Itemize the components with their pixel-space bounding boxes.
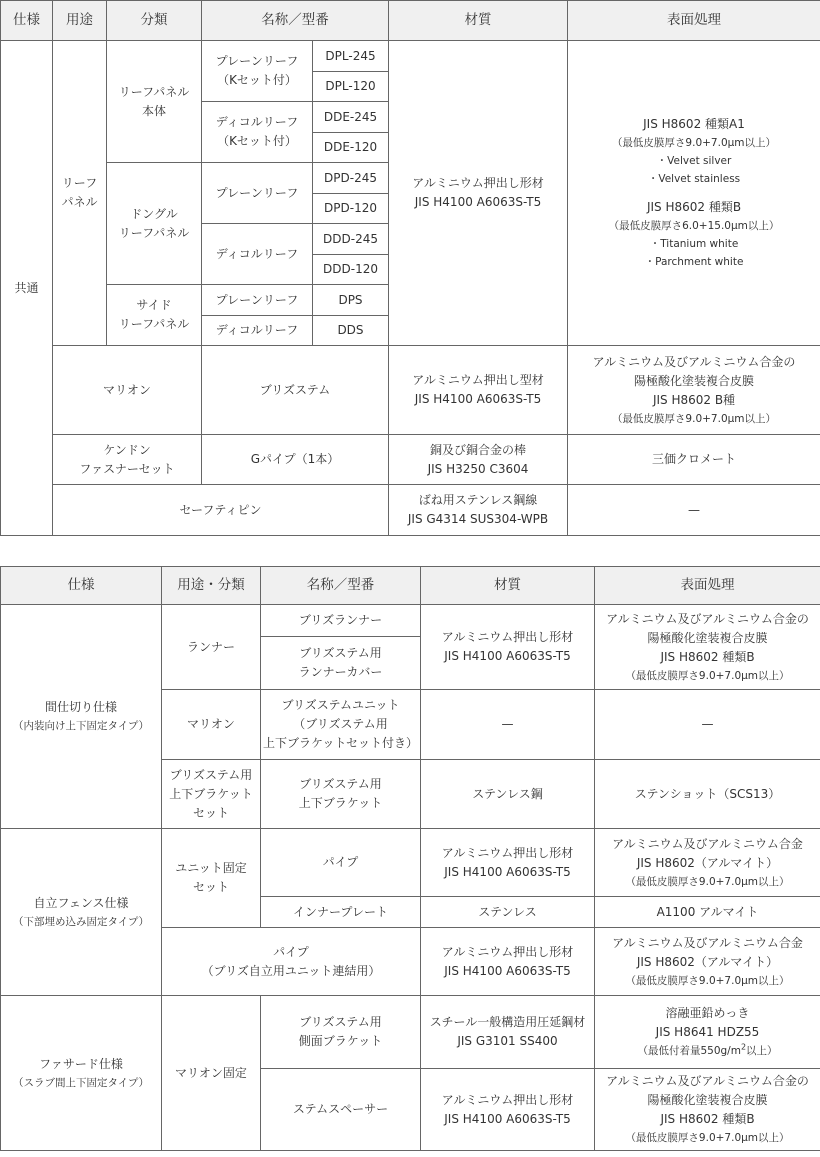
name-inner-plate: インナープレート <box>261 897 421 928</box>
mullion-surface-main: アルミニウム及びアルミニウム合金の 陽極酸化塗装複合皮膜 JIS H8602 B種 <box>592 354 796 407</box>
name-dicol-leaf-k: ディコルリーフ （Kセット付） <box>202 102 313 163</box>
table-row <box>1 829 820 897</box>
table-row <box>1 346 820 435</box>
pipe-link-surface-note: （最低皮膜厚さ9.0+7.0μm以上） <box>625 974 790 987</box>
kendon-material: 銅及び銅合金の棒 JIS H3250 C3604 <box>389 435 568 485</box>
use-bracket-set: ブリズステム用 上下ブラケット セット <box>162 760 261 829</box>
common-spec-table <box>0 0 820 536</box>
category-side: サイド リーフパネル <box>107 285 202 346</box>
side-bracket-surface-note <box>597 1042 818 1060</box>
inner-material: ステンレス <box>421 897 595 928</box>
safety-pin-name: セーフティピン <box>53 485 389 536</box>
surface-a1-note: （最低皮膜厚さ9.0+7.0μm以上） <box>611 137 777 149</box>
mullion-material: アルミニウム押出し型材 JIS H4100 A6063S-T5 <box>389 346 568 435</box>
spec-facade-sub: （スラブ間上下固定タイプ） <box>12 1076 150 1089</box>
spacer-surface-note: （最低皮膜厚さ9.0+7.0μm以上） <box>625 1132 790 1144</box>
unit-surface: — <box>595 690 820 760</box>
side-bracket-surface-main: 溶融亜鉛めっき JIS H8641 HDZ55 <box>655 1006 760 1039</box>
header-spec: 仕様 <box>1 1 53 41</box>
spacer-material: アルミニウム押出し形材 JIS H4100 A6063S-T5 <box>421 1069 595 1151</box>
mullion-product: ブリズステム <box>202 346 389 435</box>
table-row <box>1 605 820 637</box>
runner-surface-main: アルミニウム及びアルミニウム合金の 陽極酸化塗装複合皮膜 JIS H8602 種類B <box>606 611 809 664</box>
header-surface: 表面処理 <box>568 1 820 41</box>
surface-b-item: ・Parchment white <box>644 256 744 268</box>
name-runner-cover: ブリズステム用 ランナーカバー <box>261 637 421 690</box>
name-plain-leaf-k: プレーンリーフ （Kセット付） <box>202 41 313 102</box>
model-cell: DDD-245 <box>313 224 389 255</box>
name-dicol-leaf: ディコルリーフ <box>202 316 313 346</box>
leaf-material: アルミニウム押出し形材 JIS H4100 A6063S-T5 <box>389 41 568 346</box>
model-cell: DPD-120 <box>313 194 389 224</box>
surface-a1-title: JIS H8602 種類A1 <box>643 117 745 131</box>
header-row <box>1 567 820 605</box>
spacer-surface <box>595 1069 820 1151</box>
header-use: 用途 <box>53 1 107 41</box>
model-cell: DPL-120 <box>313 72 389 102</box>
surface-b-title: JIS H8602 種類B <box>646 200 742 214</box>
spec-fence-title: 自立フェンス仕様 <box>33 895 129 910</box>
name-plain-leaf: プレーンリーフ <box>202 285 313 316</box>
model-cell: DPL-245 <box>313 41 389 72</box>
inner-surface: A1100 アルマイト <box>595 897 820 928</box>
use-mullion: マリオン <box>162 690 261 760</box>
kendon-name: ケンドン ファスナーセット <box>53 435 202 485</box>
header-spec: 仕様 <box>1 567 162 605</box>
spec-fence-sub: （下部埋め込み固定タイプ） <box>12 915 150 928</box>
pipe-link-surface-main: アルミニウム及びアルミニウム合金 JIS H8602（アルマイト） <box>612 935 803 969</box>
use-runner: ランナー <box>162 605 261 690</box>
category-dongle: ドングル リーフパネル <box>107 163 202 285</box>
spec-partition-title: 間仕切り仕様 <box>44 700 117 714</box>
mullion-surface <box>568 346 820 435</box>
side-bracket-material: スチール一般構造用圧延鋼材 JIS G3101 SS400 <box>421 996 595 1069</box>
runner-material: アルミニウム押出し形材 JIS H4100 A6063S-T5 <box>421 605 595 690</box>
model-cell: DDE-120 <box>313 133 389 163</box>
use-leaf-panel: リーフ パネル <box>53 41 107 346</box>
model-cell: DPS <box>313 285 389 316</box>
header-row <box>1 1 820 41</box>
name-dicol-leaf: ディコルリーフ <box>202 224 313 285</box>
header-surface: 表面処理 <box>595 567 820 605</box>
note-superscript: 2 <box>740 1042 747 1052</box>
model-cell: DPD-245 <box>313 163 389 194</box>
spec-partition-sub: （内装向け上下固定タイプ） <box>12 720 150 732</box>
surface-a1-item: ・Velvet silver <box>656 155 732 167</box>
spec-partition <box>1 605 162 829</box>
model-cell: DDS <box>313 316 389 346</box>
model-cell: DDD-120 <box>313 255 389 285</box>
name-pipe: パイプ <box>261 829 421 897</box>
surface-b-note: （最低皮膜厚さ6.0+15.0μm以上） <box>608 220 780 232</box>
spec-facade <box>1 996 162 1151</box>
surface-a1-item: ・Velvet stainless <box>647 173 741 185</box>
category-leaf-body: リーフパネル 本体 <box>107 41 202 163</box>
safety-pin-material: ばね用ステンレス鋼線 JIS G4314 SUS304-WPB <box>389 485 568 536</box>
use-mullion-fix: マリオン固定 <box>162 996 261 1151</box>
note-text: 以上） <box>746 1045 778 1057</box>
spec-facade-title: ファサード仕様 <box>39 1056 123 1071</box>
table-row <box>1 996 820 1069</box>
kendon-product: Gパイプ（1本） <box>202 435 389 485</box>
name-side-bracket: ブリズステム用 側面ブラケット <box>261 996 421 1069</box>
table-row <box>1 435 820 485</box>
use-unit-fix-set: ユニット固定 セット <box>162 829 261 928</box>
bracket-surface: ステンショット（SCS13） <box>595 760 820 829</box>
spec-fence <box>1 829 162 996</box>
pipe-surface-main: アルミニウム及びアルミニウム合金 JIS H8602（アルマイト） <box>612 836 803 870</box>
pipe-surface-note: （最低皮膜厚さ9.0+7.0μm以上） <box>625 875 790 888</box>
safety-pin-surface: — <box>568 485 820 536</box>
header-name-model: 名称／型番 <box>261 567 421 605</box>
kendon-surface: 三価クロメート <box>568 435 820 485</box>
pipe-link-surface <box>595 928 820 996</box>
model-cell: DDE-245 <box>313 102 389 133</box>
name-bracket: ブリズステム用 上下ブラケット <box>261 760 421 829</box>
pipe-surface <box>595 829 820 897</box>
table-row <box>1 41 820 72</box>
name-plain-leaf: プレーンリーフ <box>202 163 313 224</box>
mullion-name: マリオン <box>53 346 202 435</box>
bracket-material: ステンレス鋼 <box>421 760 595 829</box>
note-text: （最低付着量550g/m <box>637 1045 741 1057</box>
header-category: 分類 <box>107 1 202 41</box>
leaf-surface <box>568 41 820 346</box>
header-material: 材質 <box>389 1 568 41</box>
spec-common: 共通 <box>1 41 53 536</box>
unit-material: — <box>421 690 595 760</box>
name-pipe-link: パイプ （ブリズ自立用ユニット連結用） <box>162 928 421 996</box>
name-stem-spacer: ステムスペーサー <box>261 1069 421 1151</box>
header-name-model: 名称／型番 <box>202 1 389 41</box>
name-briz-runner: ブリズランナー <box>261 605 421 637</box>
table-row <box>1 485 820 536</box>
header-material: 材質 <box>421 567 595 605</box>
surface-b-item: ・Titanium white <box>649 238 739 250</box>
mullion-surface-note: （最低皮膜厚さ9.0+7.0μm以上） <box>611 412 777 425</box>
pipe-material: アルミニウム押出し形材 JIS H4100 A6063S-T5 <box>421 829 595 897</box>
side-bracket-surface <box>595 996 820 1069</box>
spacer-surface-main: アルミニウム及びアルミニウム合金の 陽極酸化塗装複合皮膜 JIS H8602 種類B <box>606 1074 809 1126</box>
runner-surface <box>595 605 820 690</box>
pipe-link-material: アルミニウム押出し形材 JIS H4100 A6063S-T5 <box>421 928 595 996</box>
header-use-category: 用途・分類 <box>162 567 261 605</box>
runner-surface-note: （最低皮膜厚さ9.0+7.0μm以上） <box>625 669 790 682</box>
name-stem-unit: ブリズステムユニット （ブリズステム用 上下ブラケットセット付き） <box>261 690 421 760</box>
variant-spec-table <box>0 566 820 1151</box>
